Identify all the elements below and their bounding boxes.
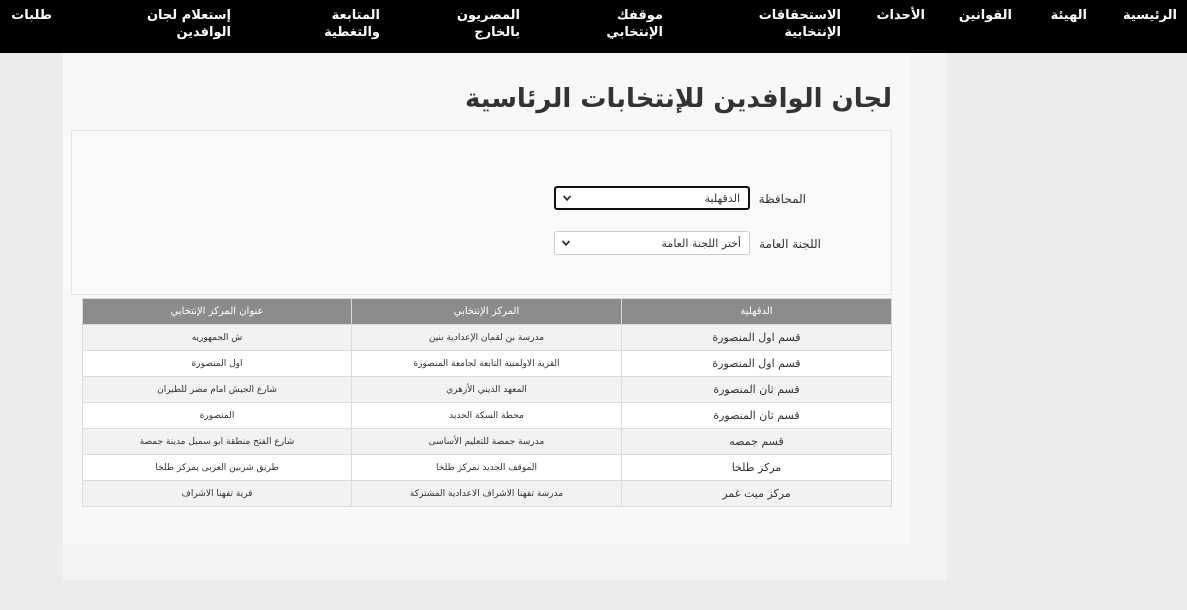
nav-item-label: الاستحقاقات [758,8,841,23]
column-header-district: الدقهلية [622,299,892,325]
cell-center: القرية الاولمبية التابعة لجامعة المنصورة [352,351,622,377]
cell-center: المعهد الديني الأزهري [352,377,622,403]
cell-address: اول المنصورة [83,351,352,377]
column-header-center: المركز الإنتخابي [352,299,622,325]
governorate-select-value: الدقهلية [704,191,740,205]
cell-district: قسم جمصه [622,429,892,455]
nav-item-label-line2: الوافدين [176,25,231,40]
committee-select-value: أختر اللجنة العامة [661,236,741,250]
nav-item-monitoring[interactable] [324,7,380,41]
nav-item-label: موقفك [616,8,663,23]
nav-item-events[interactable] [876,7,925,24]
table-row [83,455,892,481]
cell-address: ش الجمهوريه [83,325,352,351]
nav-item-egyptians-abroad[interactable] [457,7,520,41]
committee-label: اللجنة العامة [759,237,821,251]
nav-item-requests[interactable] [11,7,52,24]
cell-center: محطة السكة الحديد [352,403,622,429]
nav-item-label: طلبات [11,8,52,23]
nav-item-label: إستعلام لجان [146,8,231,23]
nav-item-expat-committees-inquiry[interactable] [147,7,231,41]
table-row [83,403,892,429]
chevron-down-icon [562,193,572,203]
nav-item-authority[interactable] [1051,7,1087,24]
filter-box [71,130,892,295]
governorate-label: المحافظة [758,192,806,206]
nav-item-label: المتابعة [331,8,380,23]
cell-district: مركز ميت غمر [622,481,892,507]
nav-item-label: الهيئة [1050,8,1087,23]
nav-item-label-line2: والتغطية [324,25,380,40]
nav-item-label: القوانين [958,8,1012,23]
page-title: لجان الوافدين للإنتخابات الرئاسية [464,84,892,114]
cell-district: قسم ثان المنصورة [622,377,892,403]
nav-item-label-line2: الإنتخابية [784,25,841,40]
cell-district: قسم ثان المنصورة [622,403,892,429]
cell-center: مدرسة جمصة للتعليم الأساسى [352,429,622,455]
cell-center: مدرسة بن لقمان الإعدادية بنين [352,325,622,351]
nav-item-label: الأحداث [876,8,925,23]
top-navigation-bar [0,0,1187,53]
table-row [83,325,892,351]
cell-district: قسم اول المنصورة [622,325,892,351]
cell-center: مدرسة تفهنا الاشراف الاعدادية المشتركة [352,481,622,507]
nav-item-label: المصريون [456,8,520,23]
cell-address: طريق شربين العربى بمركز طلخا [83,455,352,481]
nav-item-laws[interactable] [959,7,1012,24]
table-row [83,429,892,455]
cell-district: مركز طلخا [622,455,892,481]
nav-item-home[interactable] [1123,7,1177,24]
committee-select[interactable] [554,231,750,255]
governorate-select[interactable] [554,186,750,210]
cell-center: الموقف الجديد بمركز طلخا [352,455,622,481]
table-header-row [83,299,892,325]
column-header-address: عنوان المركز الإنتخابي [83,299,352,325]
cell-address: قرية تفهنا الاشراف [83,481,352,507]
cell-address: شارع الفتح منطقة ابو سمبل مدينة جمصة [83,429,352,455]
cell-district: قسم اول المنصورة [622,351,892,377]
nav-item-label: الرئيسية [1122,8,1177,23]
table-row [83,377,892,403]
nav-item-label-line2: بالخارج [474,25,520,40]
cell-address: المنصورة [83,403,352,429]
table-row [83,481,892,507]
chevron-down-icon [561,238,571,248]
results-table [82,298,892,507]
nav-item-your-position[interactable] [606,7,663,41]
nav-item-label-line2: الإنتخابي [606,25,663,40]
cell-address: شارع الجيش امام مصر للطيران [83,377,352,403]
table-row [83,351,892,377]
nav-item-elections[interactable] [759,7,841,41]
